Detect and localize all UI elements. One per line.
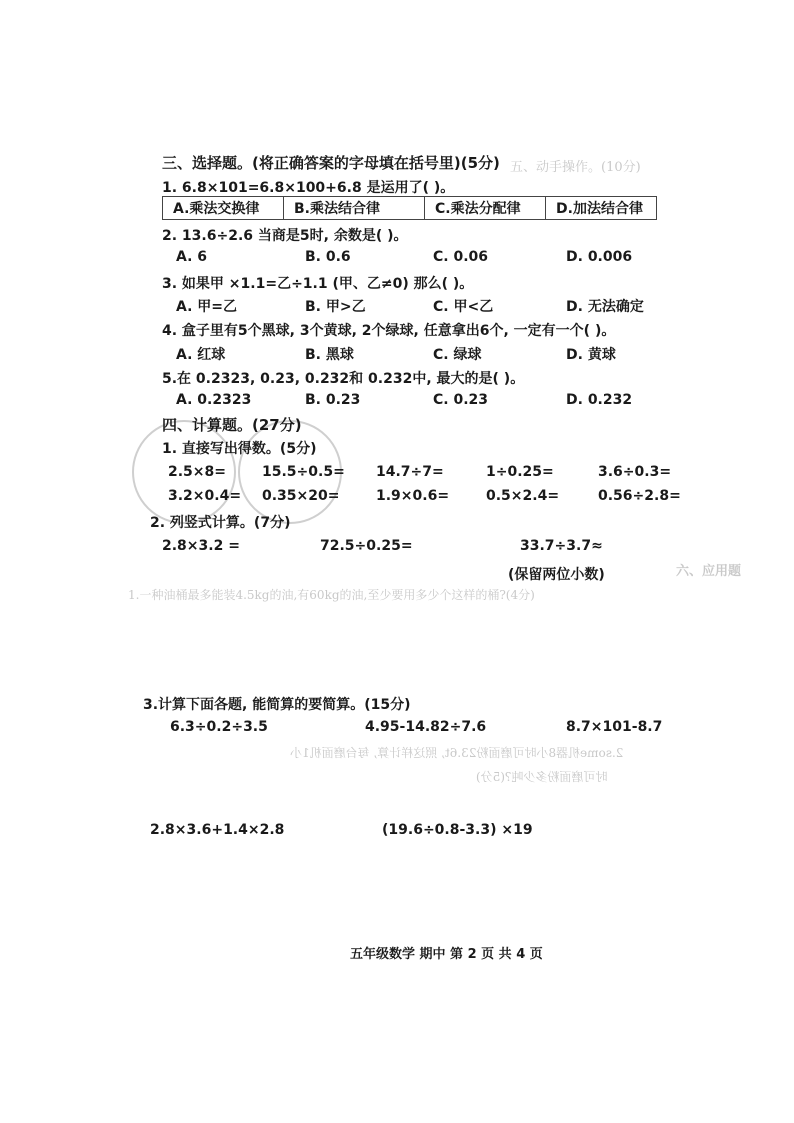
mental-calc-9: 0.5×2.4= [486, 488, 560, 504]
mental-calc-2: 15.5÷0.5= [262, 464, 345, 480]
mental-calc-10: 0.56÷2.8= [598, 488, 681, 504]
q4-option-a: A. 红球 [176, 347, 226, 363]
q4-text: 4. 盒子里有5个黑球, 3个黄球, 2个绿球, 任意拿出6个, 一定有一个( )。 [162, 323, 616, 339]
section4-title: 四、计算题。(27分) [162, 416, 302, 434]
q3-option-a: A. 甲=乙 [176, 299, 238, 315]
q2-option-b: B. 0.6 [305, 249, 351, 265]
q3-text: 3. 如果甲 ×1.1=乙÷1.1 (甲、乙≠0) 那么( )。 [162, 276, 474, 292]
bleed-text-2: 六、应用题 [676, 564, 742, 579]
part3-title: 3.计算下面各题, 能简算的要简算。(15分) [143, 697, 411, 713]
vertical-calc-1: 2.8×3.2 = [162, 538, 240, 554]
simplify-calc-5: (19.6÷0.8-3.3) ×19 [382, 822, 533, 838]
vertical-calc-note: (保留两位小数) [508, 567, 605, 583]
simplify-calc-2: 4.95-14.82÷7.6 [365, 719, 487, 735]
part1-title: 1. 直接写出得数。(5分) [162, 441, 317, 457]
q3-option-d: D. 无法确定 [566, 299, 644, 315]
page-footer: 五年级数学 期中 第 2 页 共 4 页 [350, 947, 543, 962]
q5-option-a: A. 0.2323 [176, 392, 252, 408]
mental-calc-4: 1÷0.25= [486, 464, 554, 480]
mental-calc-8: 1.9×0.6= [376, 488, 450, 504]
bleed-text-3: 1.一种油桶最多能装4.5kg的油,有60kg的油,至少要用多少个这样的桶?(4分) [128, 588, 535, 602]
q5-option-d: D. 0.232 [566, 392, 633, 408]
q1-option-a: A.乘法交换律 [163, 197, 284, 220]
q5-option-c: C. 0.23 [433, 392, 489, 408]
q4-option-b: B. 黑球 [305, 347, 354, 363]
simplify-calc-1: 6.3÷0.2÷3.5 [170, 719, 268, 735]
q2-option-d: D. 0.006 [566, 249, 633, 265]
bleed-text-4: 2.some机器8小时可磨面粉23.6t, 照这样计算, 每台磨面机1小 [290, 746, 624, 760]
q1-option-c: C.乘法分配律 [425, 197, 546, 220]
vertical-calc-2: 72.5÷0.25= [320, 538, 413, 554]
simplify-calc-3: 8.7×101-8.7 [566, 719, 663, 735]
q4-option-c: C. 绿球 [433, 347, 482, 363]
part2-title: 2. 列竖式计算。(7分) [150, 515, 291, 531]
q2-option-a: A. 6 [176, 249, 208, 265]
mental-calc-3: 14.7÷7= [376, 464, 444, 480]
q1-option-b: B.乘法结合律 [284, 197, 425, 220]
q3-option-b: B. 甲>乙 [305, 299, 366, 315]
mental-calc-1: 2.5×8= [168, 464, 227, 480]
q1-text: 1. 6.8×101=6.8×100+6.8 是运用了( )。 [162, 180, 455, 196]
q5-option-b: B. 0.23 [305, 392, 361, 408]
mental-calc-6: 3.2×0.4= [168, 488, 242, 504]
q3-option-c: C. 甲<乙 [433, 299, 494, 315]
vertical-calc-3: 33.7÷3.7≈ [520, 538, 603, 554]
simplify-calc-4: 2.8×3.6+1.4×2.8 [150, 822, 285, 838]
q5-text: 5.在 0.2323, 0.23, 0.232和 0.232中, 最大的是( )。 [162, 371, 525, 387]
bleed-text-5: 时可磨面粉多少吨?(5分) [476, 770, 608, 784]
q1-option-d: D.加法结合律 [546, 197, 657, 220]
q2-option-c: C. 0.06 [433, 249, 489, 265]
mental-calc-5: 3.6÷0.3= [598, 464, 672, 480]
mental-calc-7: 0.35×20= [262, 488, 340, 504]
bleed-text-1: 五、动手操作。(10分) [510, 160, 641, 175]
q4-option-d: D. 黄球 [566, 347, 616, 363]
q1-options-table [162, 196, 657, 220]
q2-text: 2. 13.6÷2.6 当商是5时, 余数是( )。 [162, 228, 408, 244]
section3-title: 三、选择题。(将正确答案的字母填在括号里)(5分) [162, 154, 500, 172]
